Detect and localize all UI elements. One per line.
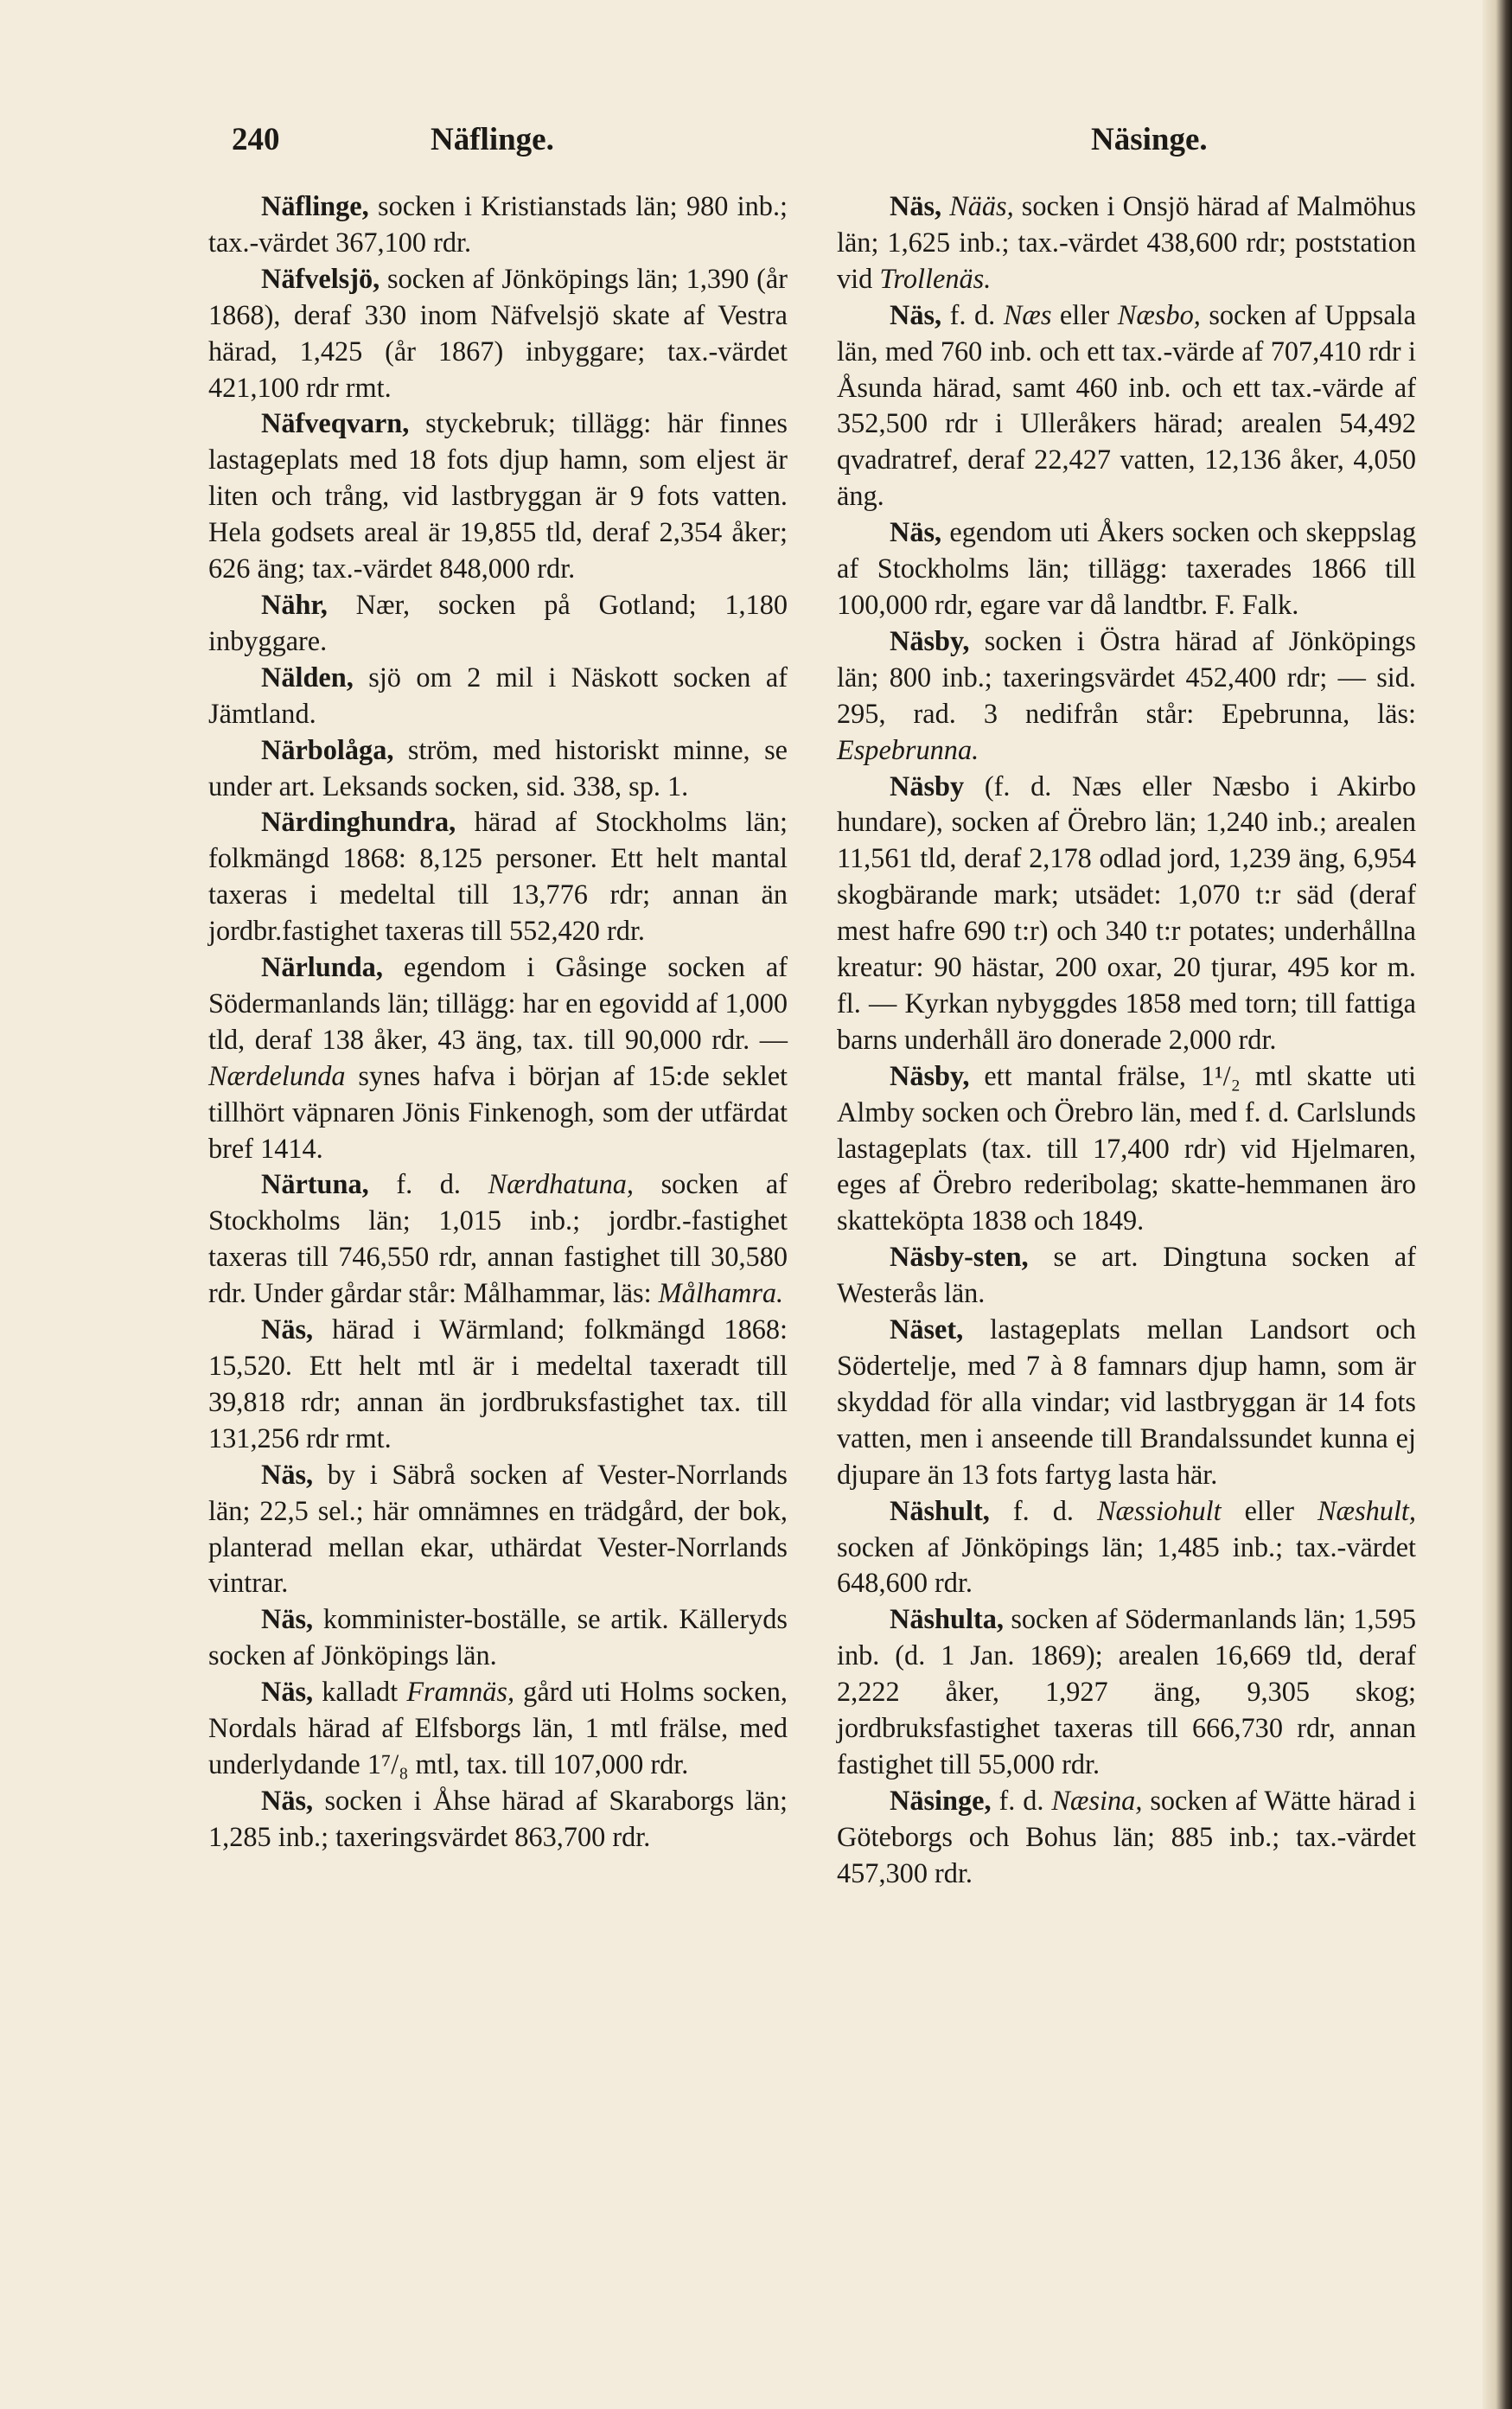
entry [837, 1312, 1416, 1493]
entry-text: härad af Stockholms län; folkmängd 1868: 8,125 personer. Ett helt mantal taxeras i medeltal till 13,776 rdr; annan än jordbr.fastighet taxeras till 552,420 rdr. [208, 806, 788, 947]
entry-text: gård uti Holms socken, Nordals härad af Elfsborgs län, 1 mtl frälse, med underlydande 1⁷/₈ mtl, tax. till 107,000 rdr. [208, 1676, 788, 1780]
headword: Näset, [890, 1313, 964, 1345]
entry [208, 406, 788, 587]
headword: Näsby [890, 770, 965, 802]
entry-italic: Næshult, [1317, 1494, 1416, 1526]
headword: Näs, [890, 298, 942, 330]
entry-italic: Næsbo, [1117, 298, 1201, 330]
entry-italic: Målhamra. [658, 1277, 784, 1309]
headword: Näfvelsjö, [261, 262, 380, 294]
entry-text: socken af Stockholms län; 1,015 inb.; jordbr.-fastighet taxeras till 746,550 rdr, annan fastighet till 30,580 rdr. Under gårdar står: Målhammar, läs: [208, 1168, 788, 1309]
headword: Näsby, [890, 1059, 970, 1091]
entry-text: kalladt [313, 1676, 407, 1708]
entry [208, 1783, 788, 1856]
entry-text: egendom i Gåsinge socken af Södermanlands län; tillägg: har en egovidd af 1,000 tld, deraf 138 åker, 43 äng, tax. till 90,000 rdr. — [208, 951, 788, 1055]
entry [208, 804, 788, 949]
headword: Närlunda, [261, 951, 383, 983]
entry [837, 769, 1416, 1058]
headword: Näs, [890, 190, 942, 221]
entry-text: socken af Jönköpings län; 1,390 (år 1868), deraf 330 inom Näfvelsjö skate af Vestra härad, 1,425 (år 1867) inbyggare; tax.-värdet 421,100 rdr rmt. [208, 262, 788, 403]
entry-text: f. d. [368, 1168, 488, 1200]
entry-text: Nær, socken på Gotland; 1,180 inbyggare. [208, 588, 788, 656]
entry-text: socken i Onsjö härad af Malmöhus län; 1,625 inb.; tax.-värdet 438,600 rdr; poststation vid [837, 190, 1416, 294]
headword: Nälden, [261, 661, 354, 693]
headword: Näs, [261, 1676, 314, 1708]
page-edge [1483, 0, 1512, 2409]
headword: Nähr, [261, 588, 328, 620]
entry [208, 1601, 788, 1674]
entry [208, 1457, 788, 1602]
entry-italic: Nääs, [949, 190, 1014, 221]
entry-text: ett mantal frälse, 1¹/₂ mtl skatte uti Almby socken och Örebro län, med f. d. Carlslunds lastageplats (tax. till 17,400 rdr) vid Hjelmaren, eges af Örebro rederibolag; skatte-hemmanen äro skatteköpta 1838 och 1849. [837, 1059, 1416, 1236]
headword: Näs, [261, 1603, 314, 1635]
entry [837, 1601, 1416, 1783]
entry-text: eller [1051, 298, 1118, 330]
entry [837, 1783, 1416, 1892]
entry [837, 514, 1416, 623]
entry-text: socken i Östra härad af Jönköpings län; 800 inb.; taxeringsvärdet 452,400 rdr; — sid. 295, rad. 3 nedifrån står: Epebrunna, läs: [837, 624, 1416, 729]
entry [837, 623, 1416, 769]
entry-text: f. d. [989, 1494, 1097, 1526]
entry-text: ström, med historiskt minne, se under art. Leksands socken, sid. 338, sp. 1. [208, 733, 788, 802]
entry-text: sjö om 2 mil i Näskott socken af Jämtland. [208, 661, 788, 729]
entry [208, 261, 788, 406]
entry-text: socken af Södermanlands län; 1,595 inb. (d. 1 Jan. 1869); arealen 16,669 tld, deraf 2,222 åker, 1,927 äng, 9,305 skog; jordbruksfastighet taxeras till 666,730 rdr, annan fastighet till 55,000 rdr. [837, 1603, 1416, 1780]
entry [837, 297, 1416, 514]
entry-italic: Næsina, [1051, 1784, 1143, 1816]
left-column [208, 189, 788, 1856]
entry [837, 189, 1416, 297]
entry [208, 660, 788, 732]
entry-text: socken af Wätte härad i Göteborgs och Bohus län; 885 inb.; tax.-värdet 457,300 rdr. [837, 1784, 1417, 1888]
entry [208, 732, 788, 805]
entry-text [941, 190, 949, 221]
entry-italic: Trollenäs. [879, 262, 992, 294]
entry-text: lastageplats mellan Landsort och Södertelje, med 7 à 8 famnars djup hamn, som är skyddad för alla vindar; vid lastbryggan är 14 fots vatten, men i anseende till Brandalssundet kunna ej djupare än 13 fots fartyg lasta här. [837, 1313, 1416, 1490]
page-number: 240 [232, 122, 280, 157]
entry-text: f. d. [991, 1784, 1052, 1816]
entry-text: f. d. [941, 298, 1004, 330]
headword: Näsby, [890, 624, 970, 656]
entry [208, 1674, 788, 1783]
entry [837, 1239, 1416, 1312]
entry-italic: Nærdhatuna, [488, 1168, 634, 1200]
entry-text: (f. d. Næs eller Næsbo i Akirbo hundare), socken af Örebro län; 1,240 inb.; arealen 11,561 tld, deraf 2,178 odlad jord, 1,239 äng, 6,954 skogbärande mark; utsädet: 1,070 t:r säd (deraf mest hafre 690 t:r) och 340 t:r potates; underhållna kreatur: 90 hästar, 200 oxar, 20 tjurar, 495 kor m. fl. — Kyrkan nybyggdes 1858 med torn; till fattiga barns underhåll äro donerade 2,000 rdr. [837, 770, 1416, 1055]
entry [208, 587, 788, 660]
entry [208, 949, 788, 1166]
headword: Näshulta, [890, 1603, 1004, 1635]
entry-text: egendom uti Åkers socken och skeppslag af Stockholms län; tillägg: taxerades 1866 till 100,000 rdr, egare var då landtbr. F. Falk. [837, 516, 1416, 620]
right-column [837, 189, 1416, 1892]
entry [208, 189, 788, 261]
headword: Näs, [261, 1784, 314, 1816]
entry [208, 1166, 788, 1312]
entry-italic: Nærdelunda [208, 1059, 346, 1091]
headword: Näs, [261, 1458, 314, 1490]
entry-text: komminister-boställe, se artik. Källeryds socken af Jönköpings län. [208, 1603, 788, 1671]
entry-text: socken af Jönköpings län; 1,485 inb.; tax.-värdet 648,600 rdr. [837, 1530, 1416, 1599]
headword: Närdinghundra, [261, 806, 456, 838]
headword: Näflinge, [261, 190, 369, 221]
entry-text: socken af Uppsala län, med 760 inb. och ett tax.-värde af 707,410 rdr i Åsunda härad, samt 460 inb. och ett tax.-värde af 352,500 rdr i Ulleråkers härad; arealen 54,492 qvadratref, deraf 22,427 vatten, 12,136 åker, 4,050 äng. [837, 298, 1416, 512]
entry-text: synes hafva i början af 15:de seklet tillhört väpnaren Jönis Finkenogh, som der utfärdat bref 1414. [208, 1059, 788, 1164]
entry-italic: Næs [1003, 298, 1052, 330]
headword: Näsinge, [890, 1784, 992, 1816]
headword: Näshult, [890, 1494, 990, 1526]
headword: Näsby-sten, [890, 1241, 1029, 1273]
running-head-left: Näflinge. [431, 122, 554, 157]
entry-italic: Framnäs, [406, 1676, 515, 1708]
entry-text: socken i Åhse härad af Skaraborgs län; 1,285 inb.; taxeringsvärdet 863,700 rdr. [208, 1784, 788, 1852]
entry [837, 1058, 1416, 1240]
entry-text: by i Säbrå socken af Vester-Norrlands län; 22,5 sel.; här omnämnes en trädgård, der bok, planterad mellan ekar, uthärdat Vester-Norrlands vintrar. [208, 1458, 788, 1599]
entry-text: se art. Dingtuna socken af Westerås län. [837, 1241, 1416, 1309]
running-head-right: Näsinge. [1091, 122, 1208, 157]
headword: Närbolåga, [261, 733, 394, 765]
entry-text: härad i Wärmland; folkmängd 1868: 15,520. Ett helt mtl är i medeltal taxeradt till 39,818 rdr; annan än jordbruksfastighet tax. till 131,256 rdr rmt. [208, 1313, 788, 1454]
headword: Näs, [261, 1313, 314, 1345]
entry-italic: Espebrunna. [837, 733, 979, 765]
headword: Näs, [890, 516, 942, 548]
entry-text: styckebruk; tillägg: här finnes lastageplats med 18 fots djup hamn, som eljest är liten och trång, vid lastbryggan är 9 fots vatten. Hela godsets areal är 19,855 tld, deraf 2,354 åker; 626 äng; tax.-värdet 848,000 rdr. [208, 407, 788, 585]
entry-text: socken i Kristianstads län; 980 inb.; tax.-värdet 367,100 rdr. [208, 190, 788, 258]
entry-text: eller [1221, 1494, 1317, 1526]
entry-italic: Næssiohult [1096, 1494, 1222, 1526]
headword: Närtuna, [261, 1168, 369, 1200]
entry [837, 1493, 1416, 1602]
entry [208, 1312, 788, 1457]
headword: Näfveqvarn, [261, 407, 410, 439]
